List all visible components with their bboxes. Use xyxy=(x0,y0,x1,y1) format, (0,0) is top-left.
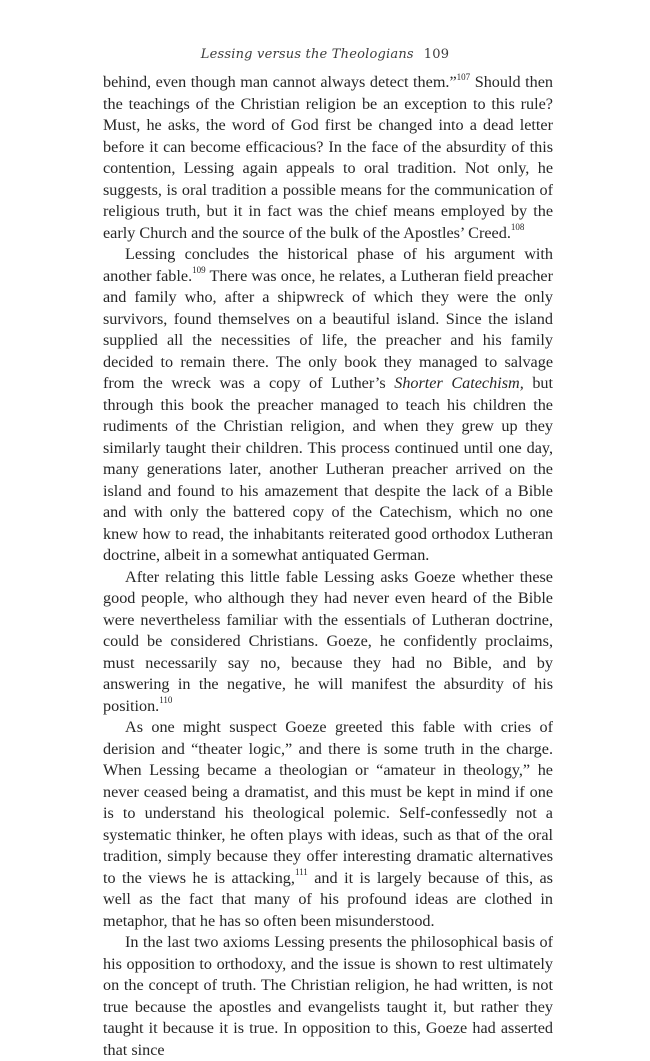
text-run: After relating this little fable Lessing asks Goeze whether these good people, who although they had never even heard of the Bible were nevertheless familiar with the essentials of Lutheran doctrine, could be considered Christians. Goeze, he confidently proclaims, must necessarily say no, because they had no Bible, and by answering in the negative, he will manifest the absurdity of his position. xyxy=(103,567,553,715)
running-head xyxy=(0,47,650,62)
footnote-ref-108: 108 xyxy=(510,222,525,233)
paragraph-5 xyxy=(103,932,553,1061)
text-run: Should then the teachings of the Christian religion be an exception to this rule? Must, he asks, the word of God first be changed into a dead letter before it can become efficacious? In the face of the absurdity of this contention, Lessing again appeals to oral tradition. Not only, he suggests, is oral tradition a possible means for the communication of religious truth, but it in fact was the chief means employed by the early Church and the source of the bulk of the Apostles’ Creed. xyxy=(103,73,553,242)
text-run: but through this book the preacher managed to teach his children the rudiments of the Christian religion, and when they grew up they similarly taught their children. This process continued until one day, many generations later, another Lutheran preacher arrived on the island and found to his amazement that despite the lack of a Bible and with only the battered copy of the Catechism, which no one knew how to read, the inhabitants reiterated good orthodox Lutheran doctrine, albeit in a somewhat antiquated German. xyxy=(103,374,554,564)
footnote-ref-109: 109 xyxy=(192,265,206,276)
text-run: As one might suspect Goeze greeted this fable with cries of derision and “theater logic,” and there is some truth in the charge. When Lessing became a theologian or “amateur in theology,” he never ceased being a dramatist, and this must be kept in mind if one is to understand his theological polemic. Self-confessedly not a systematic thinker, he often plays with ideas, such as that of the oral tradition, simply because they offer interesting dramatic alternatives to the views he is attacking, xyxy=(103,718,553,887)
text-run: There was once, he relates, a Lutheran field preacher and family who, after a shipwreck of which they were the only survivors, found themselves on a beautiful island. Since the island supplied all the necessities of life, the preacher and his family decided to remain there. The only book they managed to salvage from the wreck was a copy of Luther’s xyxy=(103,266,554,392)
book-title: Shorter Catechism, xyxy=(394,374,524,392)
body-text xyxy=(103,72,553,1061)
paragraph-3 xyxy=(103,567,553,718)
text-run: Lessing concludes the historical phase of his argument with another fable. xyxy=(103,245,553,285)
footnote-ref-110: 110 xyxy=(159,695,173,706)
text-run: In the last two axioms Lessing presents the philosophical basis of his opposition to orthodoxy, and the issue is shown to rest ultimately on the concept of truth. The Christian religion, he had written, is not true because the apostles and evangelists taught it, but rather they taught it because it is true. In opposition to this, Goeze had asserted that since xyxy=(103,933,553,1059)
paragraph-1 xyxy=(103,72,553,244)
paragraph-2 xyxy=(103,244,553,567)
page-number: 109 xyxy=(423,47,450,62)
text-run: behind, even though man cannot always detect them.” xyxy=(103,73,457,91)
text-run: and it is largely because of this, as well as the fact that many of his profound ideas are clothed in metaphor, that he has so often been misunderstood. xyxy=(103,868,553,930)
footnote-ref-111: 111 xyxy=(294,867,308,878)
footnote-ref-107: 107 xyxy=(456,71,471,82)
running-title: Lessing versus the Theologians xyxy=(200,47,414,62)
paragraph-4 xyxy=(103,717,553,932)
